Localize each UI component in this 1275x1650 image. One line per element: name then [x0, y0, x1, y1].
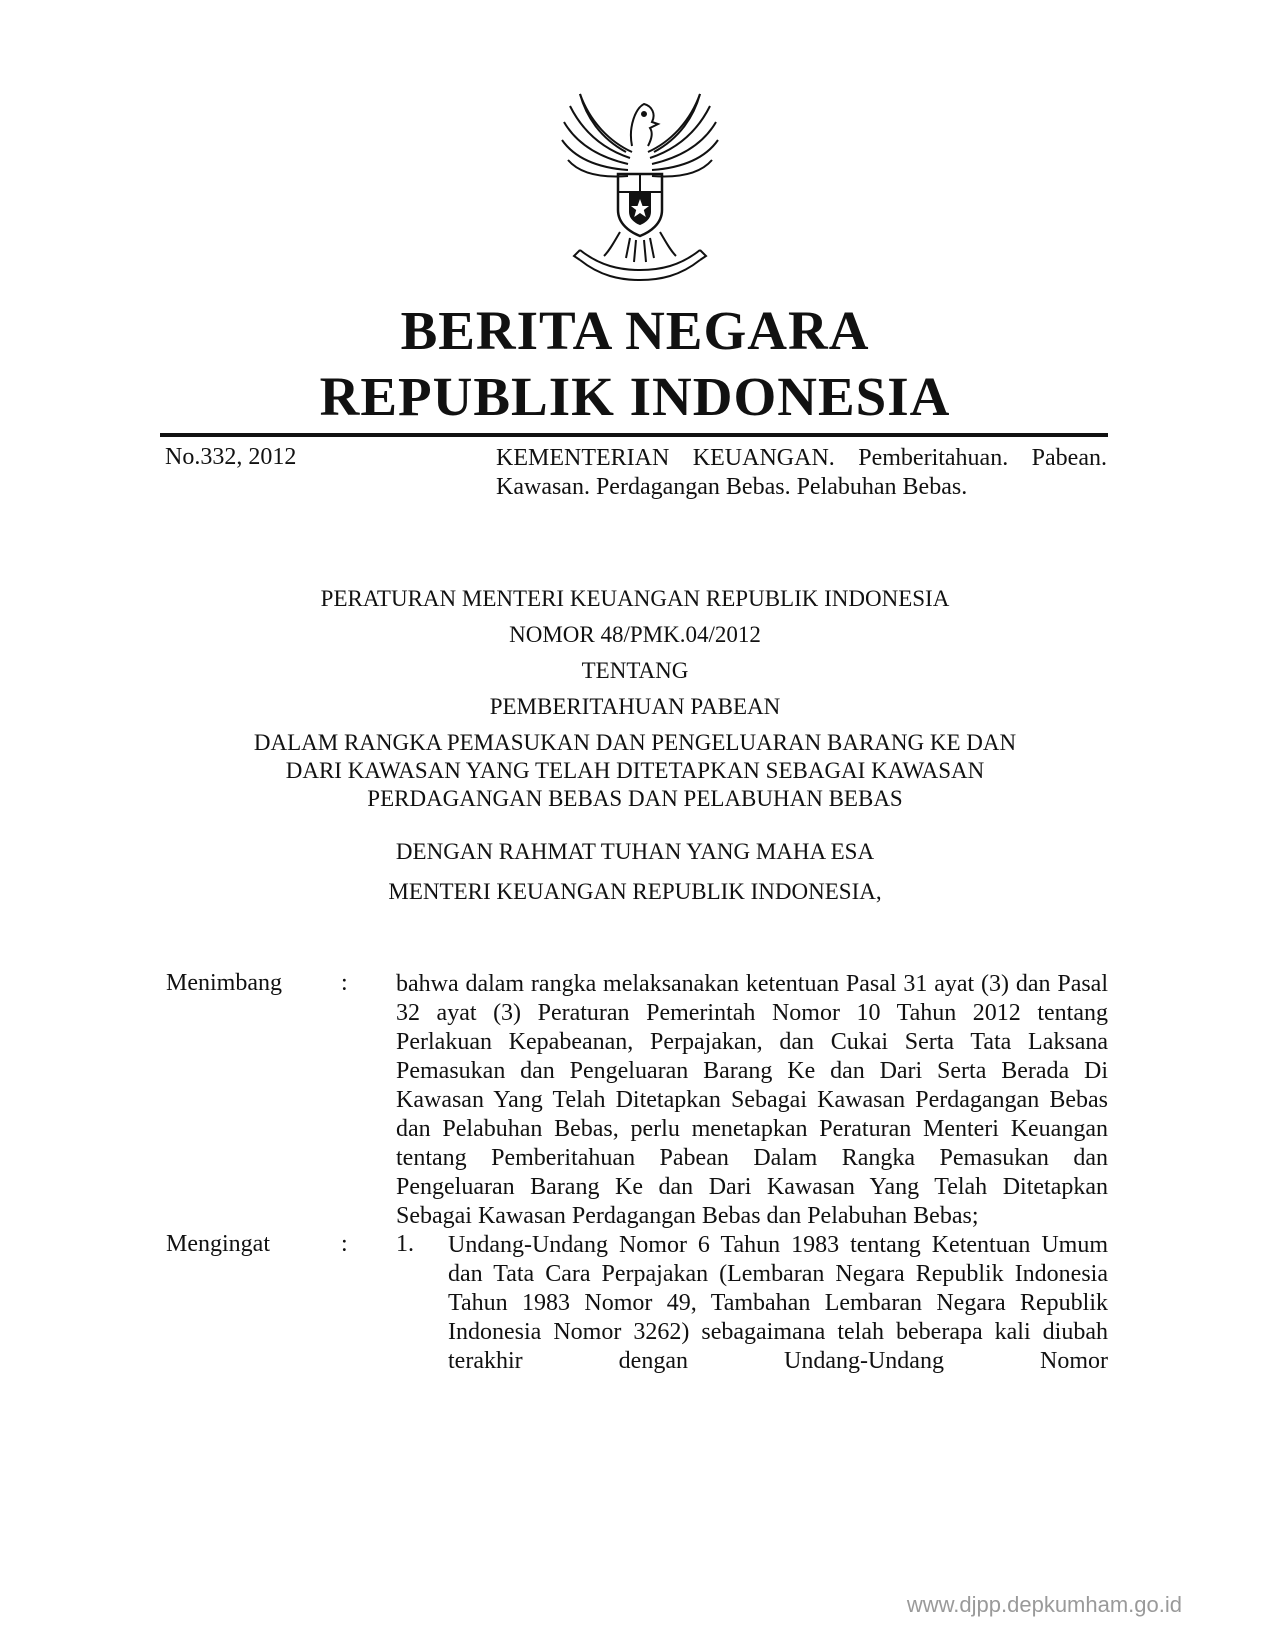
mengingat-item-number: 1.	[396, 1231, 414, 1257]
garuda-emblem-icon	[540, 82, 740, 282]
gazette-header	[160, 298, 1110, 430]
regulation-body	[166, 970, 1110, 1376]
gazette-number: No.332, 2012	[165, 444, 297, 470]
regulation-number: NOMOR 48/PMK.04/2012	[509, 622, 761, 647]
regulation-line1: PERATURAN MENTERI KEUANGAN REPUBLIK INDONESIA	[320, 586, 950, 611]
gazette-title-line1: BERITA NEGARA	[400, 300, 870, 361]
menimbang-text: bahwa dalam rangka melaksanakan ketentuan Pasal 31 ayat (3) dan Pasal 32 ayat (3) Peraturan Pemerintah Nomor 10 Tahun 2012 tentang Perlakuan Kepabeanan, Perpajakan, dan Cukai Serta Tata Laksana Pemasukan dan Pengeluaran Barang Ke dan Dari Serta Berada Di Kawasan Yang Telah Ditetapkan Sebagai Kawasan Perdagangan Bebas dan Pelabuhan Bebas, perlu menetapkan Peraturan Menteri Keuangan tentang Pemberitahuan Pabean Dalam Rangka Pemasukan dan Pengeluaran Barang Ke dan Dari Kawasan Yang Telah Ditetapkan Sebagai Kawasan Perdagangan Bebas dan Pelabuhan Bebas;	[396, 971, 1108, 1229]
regulation-topic-line5: DALAM RANGKA PEMASUKAN DAN PENGELUARAN BARANG KE DAN	[253, 730, 1017, 755]
regulation-topic-line7: PERDAGANGAN BEBAS DAN PELABUHAN BEBAS	[367, 786, 903, 811]
regulation-topic-line6: DARI KAWASAN YANG TELAH DITETAPKAN SEBAGAI KAWASAN	[285, 758, 985, 783]
menimbang-label: Menimbang	[166, 970, 282, 996]
preamble-intro	[160, 838, 1110, 906]
regulation-topic: PEMBERITAHUAN PABEAN	[489, 694, 781, 719]
mengingat-item-text: Undang-Undang Nomor 6 Tahun 1983 tentang Ketentuan Umum dan Tata Cara Perpajakan (Lembaran Negara Republik Indonesia Tahun 1983 Nomor 49, Tambahan Lembaran Negara Republik Indonesia Nomor 3262) sebagaimana telah beberapa kali diubah terakhir dengan Undang-Undang Nomor	[448, 1232, 1108, 1374]
preamble-line1: DENGAN RAHMAT TUHAN YANG MAHA ESA	[395, 839, 875, 864]
regulation-title	[160, 585, 1110, 813]
mengingat-item	[396, 1231, 1110, 1376]
mengingat-colon: :	[341, 1231, 348, 1257]
mengingat-label: Mengingat	[166, 1231, 270, 1257]
source-watermark: www.djpp.depkumham.go.id	[906, 1592, 1182, 1617]
menimbang-section	[166, 970, 1110, 1231]
gazette-title-line2: REPUBLIK INDONESIA	[319, 366, 951, 427]
mengingat-section	[166, 1231, 1110, 1376]
preamble-line2: MENTERI KEUANGAN REPUBLIK INDONESIA,	[388, 879, 882, 904]
gazette-subject: KEMENTERIAN KEUANGAN. Pemberitahuan. Pabean. Kawasan. Perdagangan Bebas. Pelabuhan Bebas.	[496, 445, 1107, 500]
header-divider	[160, 433, 1108, 437]
regulation-tentang: TENTANG	[581, 658, 689, 683]
menimbang-colon: :	[341, 970, 348, 996]
